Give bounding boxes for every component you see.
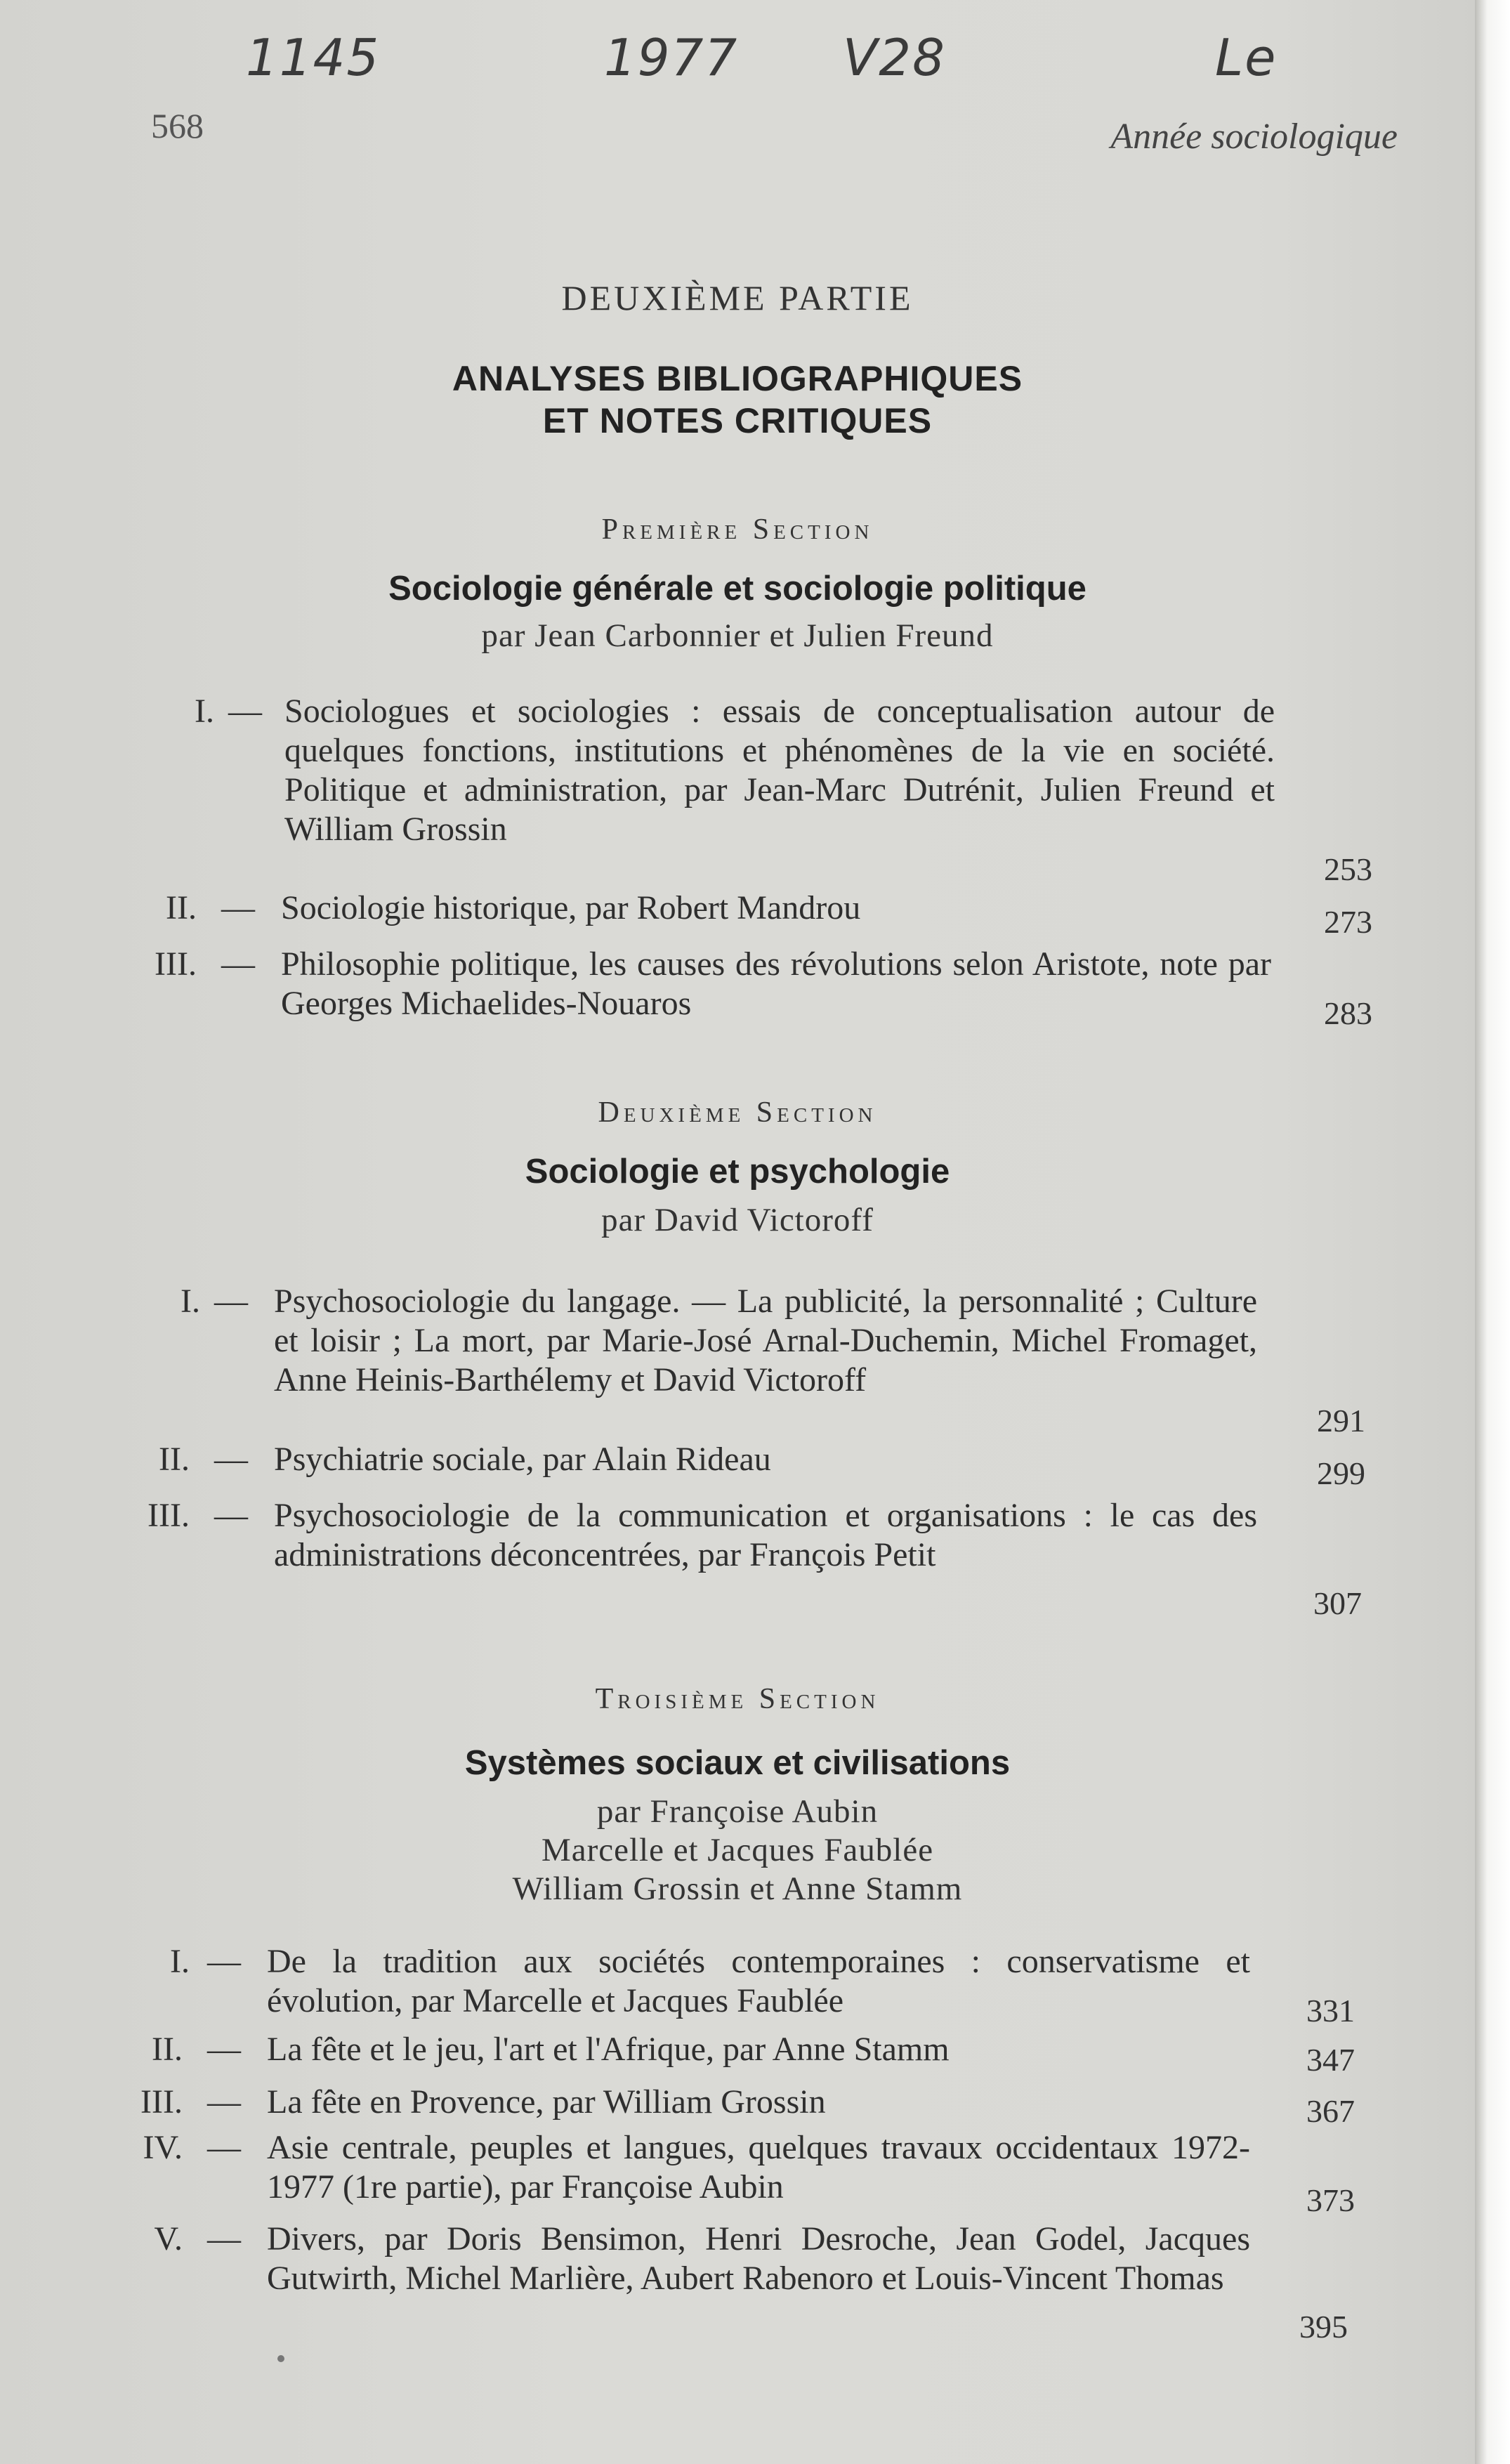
entry-dash: — [214, 1283, 248, 1320]
entry-dash: — [207, 2083, 241, 2121]
part-heading: DEUXIÈME PARTIE [561, 278, 914, 317]
section-byline: William Grossin et Anne Stamm [512, 1870, 963, 1907]
entry-dash: — [221, 945, 255, 983]
entry-number: V. [154, 2220, 183, 2257]
page-edge [1475, 0, 1510, 2464]
entry-dash: — [207, 2220, 241, 2257]
entry-number: II. [159, 1441, 190, 1478]
page-number: 568 [151, 106, 204, 145]
section-byline: Marcelle et Jacques Faublée [541, 1832, 934, 1868]
entry-page: 253 [1324, 851, 1372, 887]
entry-page: 283 [1324, 995, 1372, 1031]
handwritten-note-1: 1145 [246, 28, 381, 87]
main-title-line-2: ET NOTES CRITIQUES [542, 401, 933, 440]
section-byline: par David Victoroff [601, 1202, 874, 1238]
entry-page: 291 [1317, 1403, 1365, 1439]
entry-page: 373 [1306, 2182, 1355, 2218]
entry-number: I. [170, 1943, 190, 1980]
running-title: Année sociologique [1110, 117, 1398, 157]
entry-text: Asie centrale, peuples et langues, quelques travaux occidentaux 1972-1977 (1re partie), par Françoise Aubin [267, 2129, 1250, 2206]
main-title-line-1: ANALYSES BIBLIOGRAPHIQUES [452, 359, 1023, 398]
section-byline: par Françoise Aubin [596, 1793, 879, 1830]
entry-number: I. [180, 1283, 200, 1320]
entry-dash: — [207, 1943, 241, 1980]
section-byline: par Jean Carbonnier et Julien Freund [481, 617, 994, 654]
handwritten-note-2: 1977 [604, 28, 739, 87]
entry-number: II. [166, 889, 197, 926]
entry-number: IV. [143, 2129, 183, 2166]
entry-page: 307 [1313, 1585, 1362, 1621]
entry-page: 299 [1317, 1455, 1365, 1491]
entry-dash: — [214, 1441, 248, 1478]
entry-text: La fête et le jeu, l'art et l'Afrique, par Anne Stamm [267, 2031, 950, 2068]
entry-number: III. [155, 945, 197, 983]
entry-text: De la tradition aux sociétés contemporaines : conservatisme et évolution, par Marcelle et Jacques Faublée [267, 1943, 1250, 2019]
entry-text: Psychiatrie sociale, par Alain Rideau [274, 1441, 771, 1478]
entry-number: I. [195, 693, 214, 730]
entry-number: III. [140, 2083, 183, 2121]
entry-dash: — [207, 2129, 241, 2166]
entry-text: Psychosociologie de la communication et organisations : le cas des administrations déconcentrées, par François Petit [274, 1497, 1257, 1573]
section-title: Sociologie et psychologie [525, 1153, 950, 1191]
entry-page: 331 [1306, 1993, 1355, 2029]
section-title: Systèmes sociaux et civilisations [464, 1744, 1011, 1782]
section-label: Deuxième Section [598, 1096, 877, 1129]
entry-dash: — [214, 1497, 248, 1534]
section-label: Première Section [601, 513, 874, 546]
handwritten-note-4: Le [1215, 28, 1278, 87]
entry-dash: — [207, 2031, 241, 2068]
entry-page: 347 [1306, 2042, 1355, 2078]
entry-text: Philosophie politique, les causes des révolutions selon Aristote, note par Georges Michaelides-Nouaros [281, 945, 1271, 1022]
section-title: Sociologie générale et sociologie politique [388, 570, 1086, 608]
entry-page: 367 [1306, 2093, 1355, 2129]
entry-text: Psychosociologie du langage. — La publicité, la personnalité ; Culture et loisir ; La mort, par Marie-José Arnal-Duchemin, Michel Fromaget, Anne Heinis-Barthélemy et David Victoroff [274, 1283, 1257, 1398]
entry-number: II. [152, 2031, 183, 2068]
entry-page: 273 [1324, 904, 1372, 940]
entry-text: Sociologie historique, par Robert Mandrou [281, 889, 861, 926]
section-label: Troisième Section [595, 1683, 880, 1715]
ink-speck [277, 2355, 284, 2362]
entry-text: Divers, par Doris Bensimon, Henri Desroche, Jean Godel, Jacques Gutwirth, Michel Marlière, Aubert Rabenoro et Louis-Vincent Thomas [267, 2220, 1250, 2297]
entry-text: La fête en Provence, par William Grossin [267, 2083, 826, 2121]
entry-page: 395 [1299, 2309, 1348, 2345]
entry-dash: — [228, 693, 262, 730]
entry-text: Sociologues et sociologies : essais de conceptualisation autour de quelques fonctions, institutions et phénomènes de la vie en société. Politique et administration, par Jean-Marc Dutrénit, Julien Freund et William Grossin [284, 693, 1275, 848]
handwritten-note-3: V28 [843, 28, 946, 87]
entry-dash: — [221, 889, 255, 926]
entry-number: III. [147, 1497, 190, 1534]
